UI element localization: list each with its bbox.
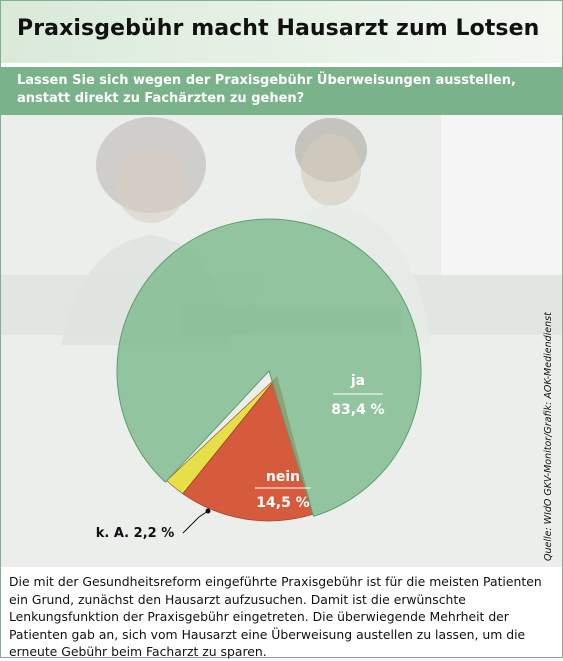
pie-chart: [1, 1, 562, 657]
chart-title: Praxisgebühr macht Hausarzt zum Lotsen: [17, 16, 540, 41]
survey-question: Lassen Sie sich wegen der Praxisgebühr Überweisungen ausstellen, anstatt direkt zu Fachärzten zu gehen?: [17, 73, 516, 106]
value-ja: 83,4 %: [331, 402, 385, 418]
description-text: Die mit der Gesundheitsreform eingeführte Praxisgebühr ist für die meisten Patienten ein Grund, zunächst den Hausarzt aufzusuchen. Damit ist die erwünschte Lenkungsfunktion der Praxisgebühr eingetreten. Die überwiegende Mehrheit der Patienten gab an, sich vom Hausarzt eine Überweisung austellen zu lassen, um die erneute Gebühr beim Facharzt zu sparen.: [9, 574, 542, 659]
label-ka: k. A. 2,2 %: [95, 526, 175, 541]
label-nein: nein: [265, 469, 301, 485]
label-ka-leader: [183, 511, 208, 533]
value-nein: 14,5 %: [256, 495, 310, 511]
source-credit: Quelle: WIdO GKV-Monitor/Grafik: AOK-Mediendienst: [543, 312, 554, 561]
label-ka-dot: [206, 509, 211, 514]
label-ja: ja: [350, 373, 366, 389]
